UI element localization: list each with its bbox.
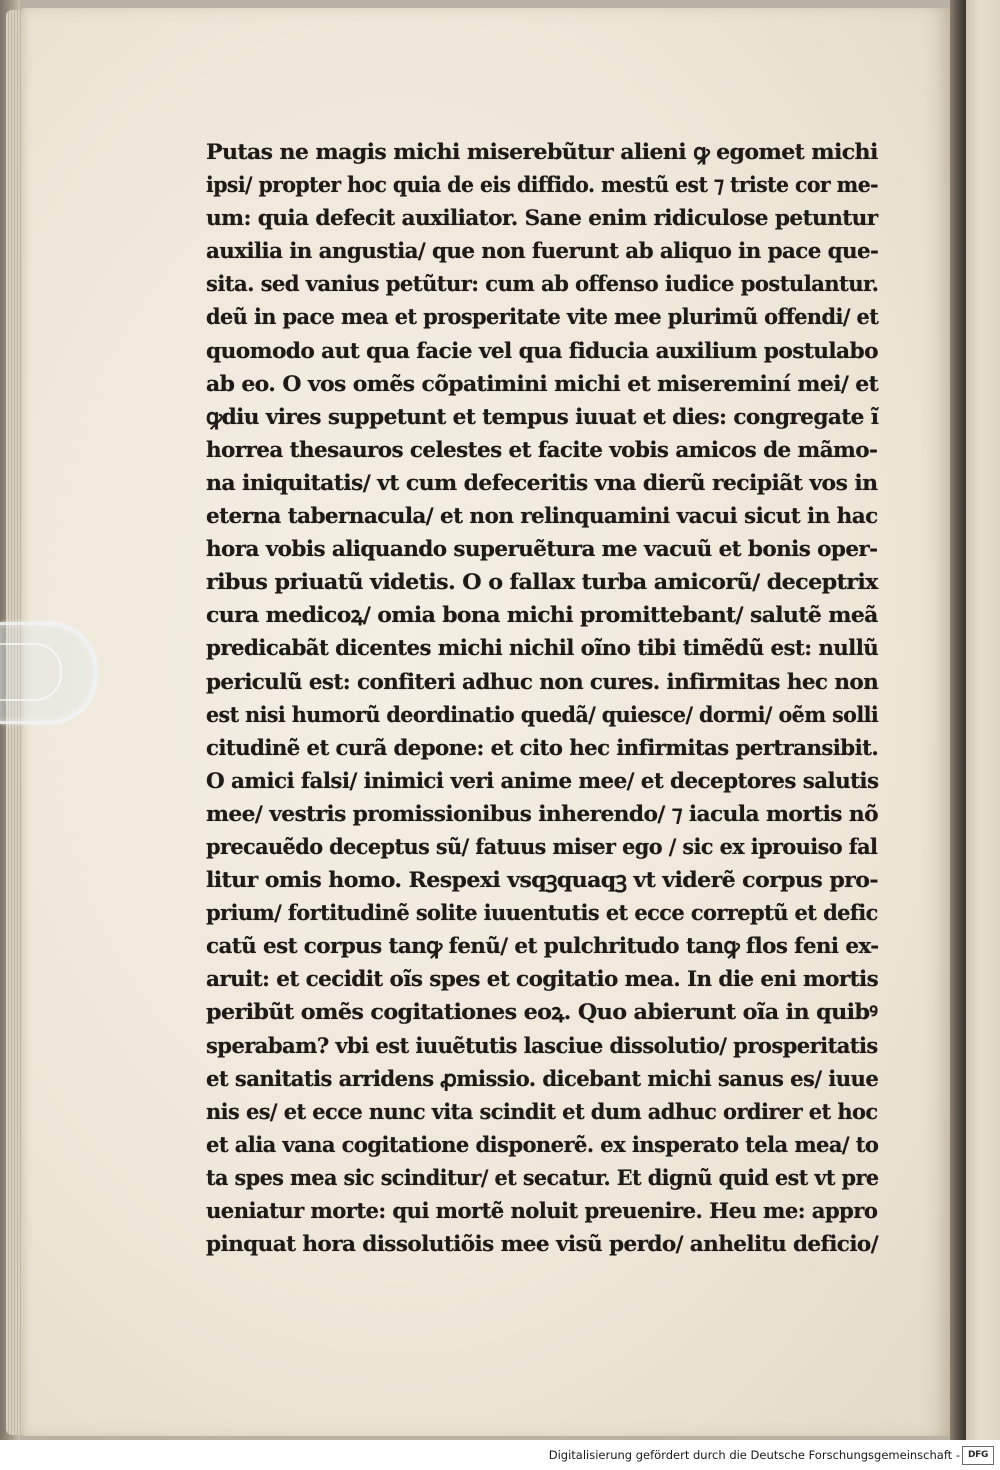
text-line: ipsi/ propter hoc quia de eis diffido. mestũ est ⁊ triste cor me- xyxy=(206,173,879,199)
text-line: sita. sed vanius petũtur: cum ab offenso iudice postulantur. xyxy=(206,272,879,298)
text-line: na iniquitatis/ vt cum defeceritis vna dierũ recipiãt vos in xyxy=(206,470,878,496)
text-line: sperabam? vbi est iuuẽtutis lasciue dissolutio/ prosperitatis xyxy=(206,1033,878,1059)
text-line: cura medicoꝝ/ omia bona michi promittebant/ salutẽ meã xyxy=(206,603,878,629)
text-line: precauẽdo deceptus sũ/ fatuus miser ego / sic ex iprouiso fal xyxy=(206,834,878,860)
text-line: hora vobis aliquando superuẽtura me vacuũ et bonis oper- xyxy=(206,537,878,563)
text-line: ueniatur morte: qui mortẽ noluit preuenire. Heu me: appro xyxy=(206,1199,878,1224)
text-line: periculũ est: confiteri adhuc non cures. infirmitas hec non xyxy=(206,669,879,695)
text-line: horrea thesauros celestes et facite vobis amicos de mãmo- xyxy=(206,437,878,463)
text-line: deũ in pace mea et prosperitate vite mee plurimũ offendi/ et xyxy=(206,305,879,331)
text-line: ꝙdiu vires suppetunt et tempus iuuat et dies: congregate ĩ xyxy=(206,404,879,430)
text-line: ta spes mea sic scinditur/ et secatur. Et dignũ quid est vt pre xyxy=(206,1165,879,1191)
text-line: auxilia in angustia/ que non fuerunt ab aliquo in pace que- xyxy=(206,239,879,265)
page-clip-inner xyxy=(0,643,62,701)
text-line: pinquat hora dissolutiõis mee visũ perdo/ anhelitu deficio/ xyxy=(206,1232,878,1258)
text-line: quomodo aut qua facie vel qua fiducia auxilium postulabo xyxy=(206,338,878,364)
text-line: litur omis homo. Respexi vsqꝫquaqꝫ vt viderẽ corpus pro- xyxy=(206,868,878,894)
text-line: et alia vana cogitatione disponerẽ. ex insperato tela mea/ to xyxy=(206,1132,879,1158)
next-page-edge xyxy=(966,0,1000,1440)
text-line: mee/ vestris promissionibus inherendo/ ⁊ iacula mortis nõ xyxy=(206,801,879,827)
text-line: catũ est corpus tanꝙ fenũ/ et pulchritudo tanꝙ flos feni ex- xyxy=(206,934,879,960)
text-line: et sanitatis arridens ꝓmissio. dicebant michi sanus es/ iuue xyxy=(206,1066,879,1092)
text-line: eterna tabernacula/ et non relinquamini vacui sicut in hac xyxy=(206,504,878,530)
text-line: peribũt omẽs cogitationes eoꝝ. Quo abierunt oĩa in quibꝰ xyxy=(206,1000,878,1026)
text-line: citudinẽ et curã depone: et cito hec infirmitas pertransibit. xyxy=(206,735,879,761)
text-line: predicabãt dicentes michi nichil oĩno tibi timẽdũ est: nullũ xyxy=(206,636,879,662)
text-line: prium/ fortitudinẽ solite iuuentutis et ecce correptũ et defic xyxy=(206,901,878,927)
text-line: ribus priuatũ videtis. O o fallax turba amicorũ/ deceptrix xyxy=(206,570,878,596)
footer-credit: Digitalisierung gefördert durch die Deutsche Forschungsgemeinschaft - xyxy=(548,1448,960,1462)
text-line: nis es/ et ecce nunc vita scindit et dum adhuc ordirer et hoc xyxy=(206,1099,878,1125)
text-line: aruit: et cecidit oĩs spes et cogitatio mea. In die eni mortis xyxy=(206,967,879,993)
book-gutter xyxy=(950,0,966,1440)
text-line: O amici falsi/ inimici veri anime mee/ et deceptores salutis xyxy=(206,768,879,794)
text-line: um: quia defecit auxiliator. Sane enim ridiculose petuntur xyxy=(206,206,878,232)
footer-bar xyxy=(0,1440,1000,1470)
text-block xyxy=(206,136,886,1261)
text-line: Putas ne magis michi miserebũtur alieni ꝙ egomet michi xyxy=(206,140,878,165)
text-line: ab eo. O vos omẽs cõpatimini michi et misereminí mei/ et xyxy=(206,371,879,397)
dfg-logo: DFG xyxy=(962,1446,994,1465)
text-line: est nisi humorũ deordinatio quedã/ quiesce/ dormi/ oẽm solli xyxy=(206,702,879,728)
